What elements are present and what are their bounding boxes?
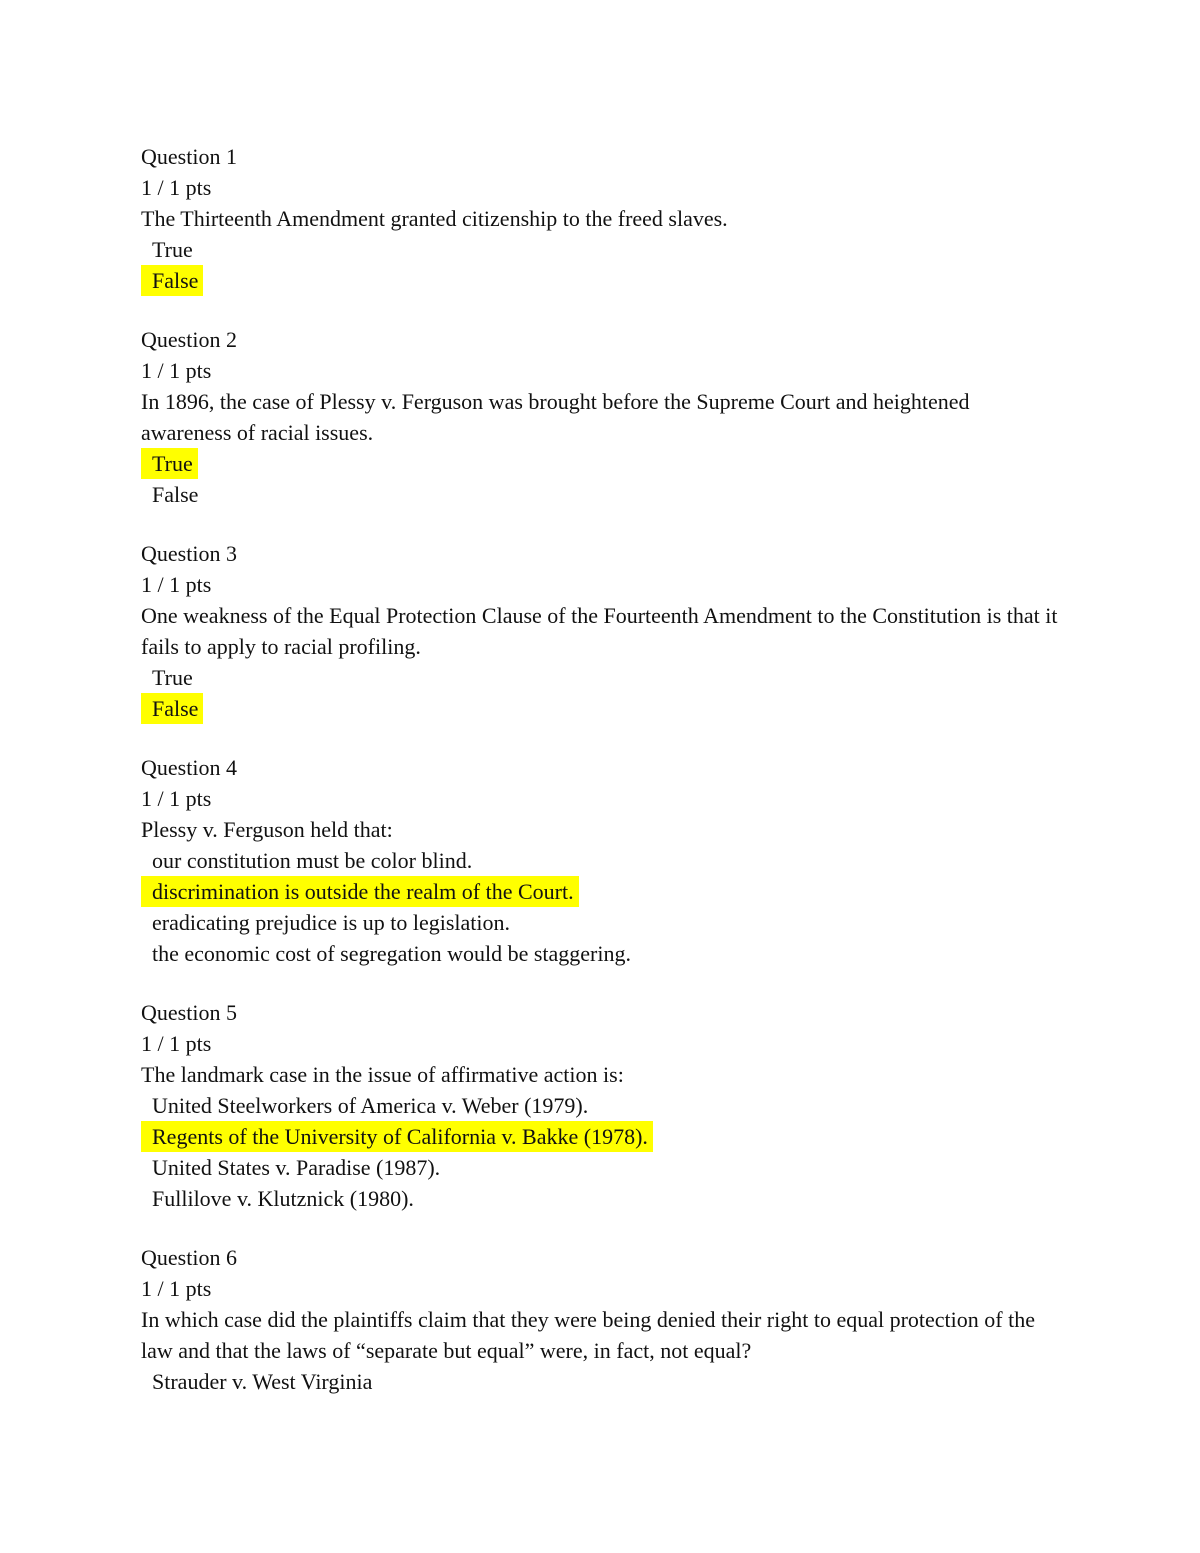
question-3 [141, 538, 1061, 724]
answer-list [141, 662, 1061, 724]
question-text: One weakness of the Equal Protection Clause of the Fourteenth Amendment to the Constitution is that it fails to apply to racial profiling. [141, 603, 1058, 659]
question-text: The landmark case in the issue of affirmative action is: [141, 1062, 624, 1087]
answer-text: True [152, 665, 193, 690]
answer-text: our constitution must be color blind. [152, 848, 473, 873]
answer-text: eradicating prejudice is up to legislation. [152, 910, 511, 935]
question-6 [141, 1242, 1061, 1397]
answer-option [141, 662, 1061, 693]
answer-text: discrimination is outside the realm of the Court. [141, 876, 579, 907]
answer-option [141, 234, 1061, 265]
answer-list [141, 1090, 1061, 1214]
question-points: 1 / 1 pts [141, 572, 212, 597]
question-1 [141, 141, 1061, 296]
answer-option [141, 907, 1061, 938]
document-page [141, 141, 1061, 1425]
question-points: 1 / 1 pts [141, 1276, 212, 1301]
question-title: Question 3 [141, 541, 237, 566]
answer-text: Regents of the University of California v. Bakke (1978). [141, 1121, 653, 1152]
question-text: Plessy v. Ferguson held that: [141, 817, 393, 842]
question-points: 1 / 1 pts [141, 175, 212, 200]
answer-option [141, 1152, 1061, 1183]
answer-option [141, 1366, 1061, 1397]
answer-list [141, 1366, 1061, 1397]
question-5 [141, 997, 1061, 1214]
question-points: 1 / 1 pts [141, 358, 212, 383]
answer-list [141, 845, 1061, 969]
question-title: Question 1 [141, 144, 237, 169]
answer-text: Fullilove v. Klutznick (1980). [152, 1186, 414, 1211]
answer-list [141, 234, 1061, 296]
question-title: Question 4 [141, 755, 237, 780]
answer-text: Strauder v. West Virginia [152, 1369, 373, 1394]
answer-list [141, 448, 1061, 510]
question-text: In which case did the plaintiffs claim that they were being denied their right to equal protection of the law and that the laws of “separate but equal” were, in fact, not equal? [141, 1307, 1035, 1363]
answer-text: True [141, 448, 198, 479]
answer-option [141, 1090, 1061, 1121]
answer-option [141, 693, 1061, 724]
question-title: Question 2 [141, 327, 237, 352]
answer-option [141, 1121, 1061, 1152]
answer-option [141, 1183, 1061, 1214]
answer-option [141, 479, 1061, 510]
answer-text: the economic cost of segregation would be staggering. [152, 941, 631, 966]
answer-text: False [141, 265, 203, 296]
question-text: In 1896, the case of Plessy v. Ferguson was brought before the Supreme Court and heightened awareness of racial issues. [141, 389, 970, 445]
answer-text: United States v. Paradise (1987). [152, 1155, 441, 1180]
answer-text: False [152, 482, 199, 507]
answer-text: False [141, 693, 203, 724]
question-4 [141, 752, 1061, 969]
answer-option [141, 448, 1061, 479]
question-points: 1 / 1 pts [141, 786, 212, 811]
question-title: Question 6 [141, 1245, 237, 1270]
answer-option [141, 938, 1061, 969]
answer-option [141, 845, 1061, 876]
question-text: The Thirteenth Amendment granted citizenship to the freed slaves. [141, 206, 728, 231]
answer-text: United Steelworkers of America v. Weber (1979). [152, 1093, 589, 1118]
question-points: 1 / 1 pts [141, 1031, 212, 1056]
question-2 [141, 324, 1061, 510]
answer-option [141, 876, 1061, 907]
answer-option [141, 265, 1061, 296]
question-title: Question 5 [141, 1000, 237, 1025]
answer-text: True [152, 237, 193, 262]
